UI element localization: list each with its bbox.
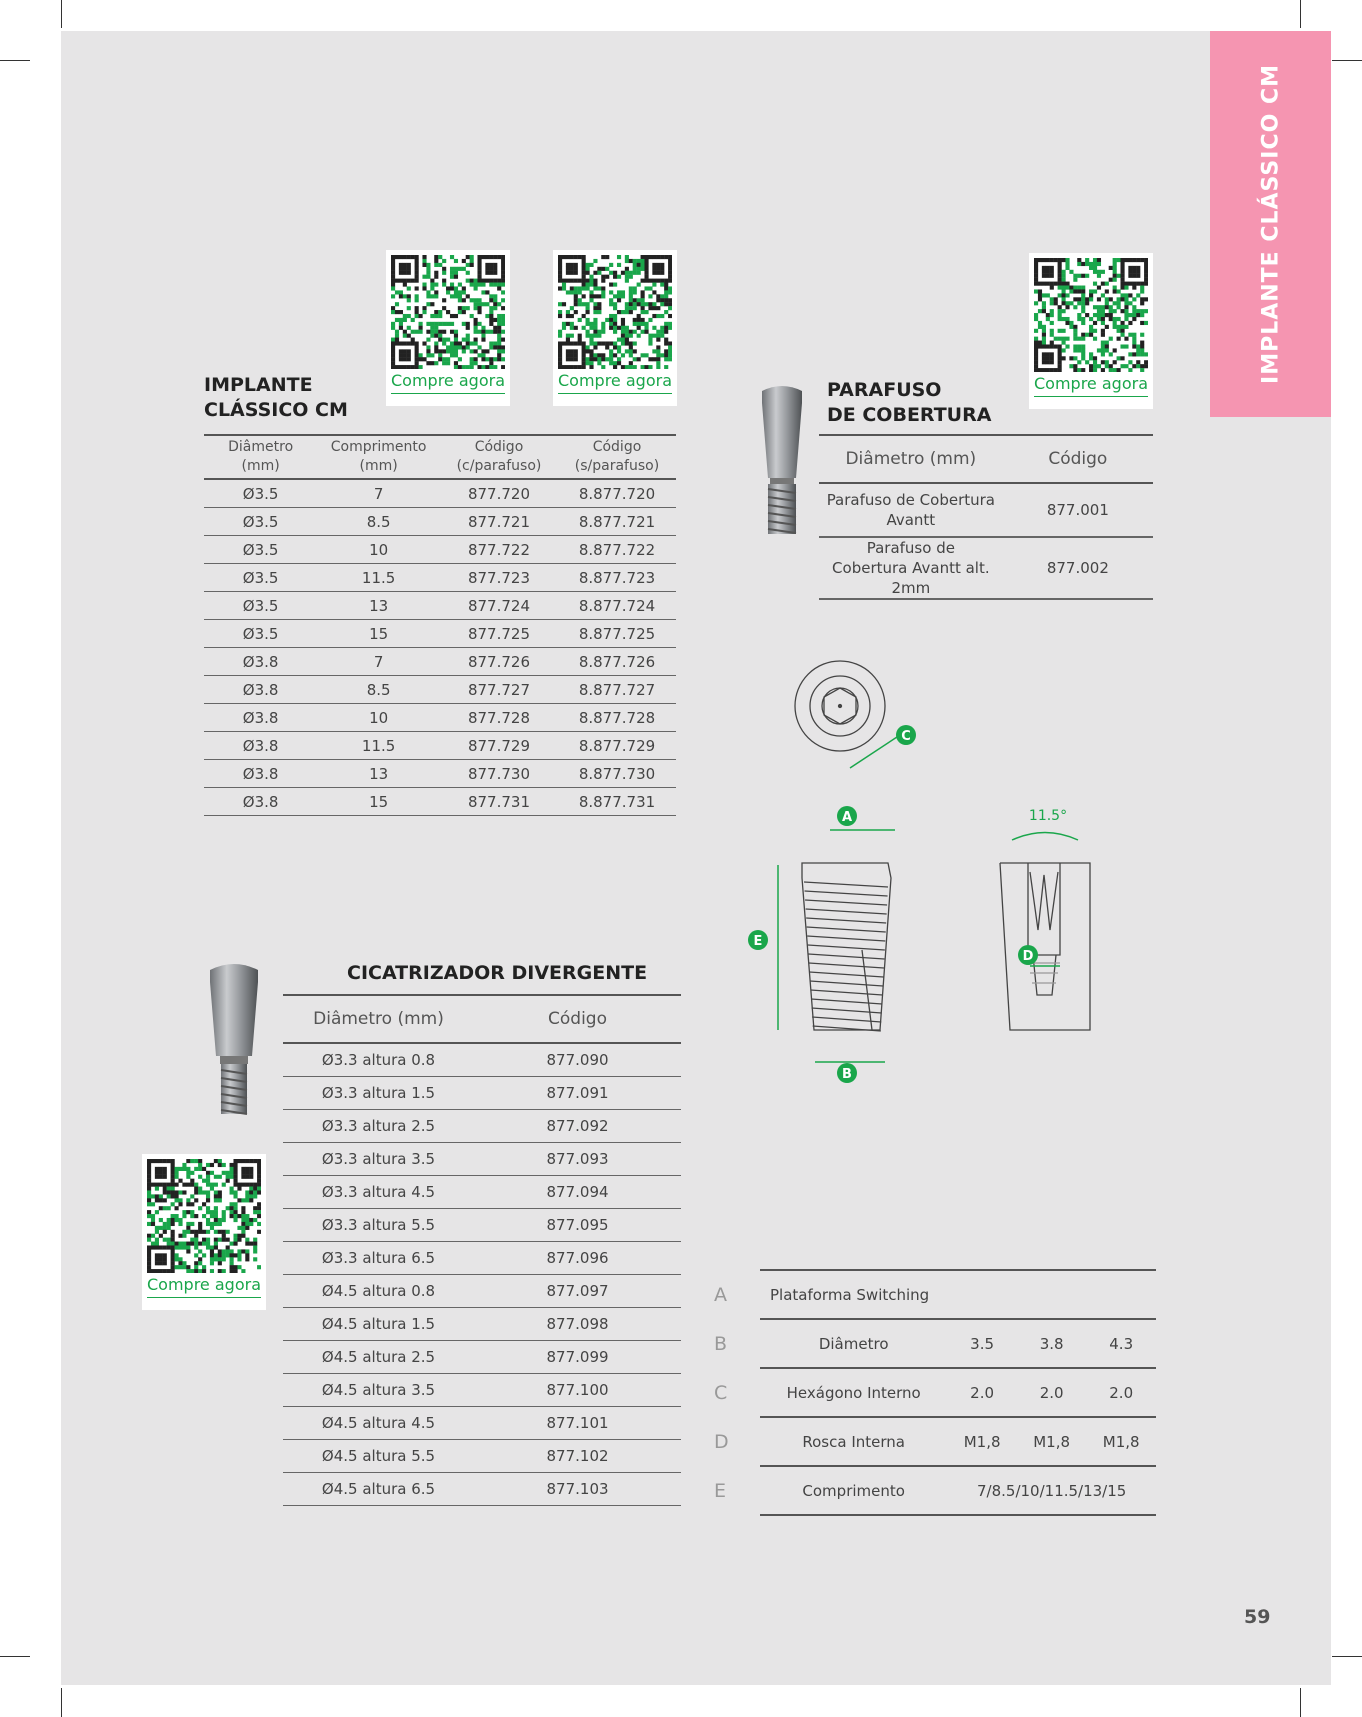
crop-mark	[0, 60, 30, 61]
thread-line	[805, 900, 887, 905]
table-cell: 877.095	[474, 1209, 681, 1242]
table-cell: 877.728	[440, 704, 558, 732]
table-cell: 8.877.721	[558, 508, 676, 536]
col-header: Código (s/parafuso)	[558, 435, 676, 479]
qr-buy-link[interactable]: Compre agora	[558, 371, 672, 394]
table-cell: Ø3.3 altura 4.5	[283, 1176, 474, 1209]
table-row	[283, 1473, 681, 1506]
diagram-label-e: E	[753, 934, 763, 949]
table-cell: 877.721	[440, 508, 558, 536]
table-cell: C	[714, 1381, 728, 1404]
thread-line	[808, 945, 885, 950]
table-row	[204, 676, 676, 704]
cicatrizador-image	[206, 960, 262, 1118]
implante-table	[204, 434, 676, 816]
table-cell: Diâmetro	[760, 1319, 947, 1368]
crop-mark	[61, 1688, 62, 1717]
table-row	[819, 483, 1153, 537]
table-row	[819, 537, 1153, 599]
table-cell: Ø3.3 altura 1.5	[283, 1077, 474, 1110]
table-cell: Ø3.8	[204, 788, 317, 816]
table-cell: M1,8	[947, 1417, 1017, 1466]
table-cell: 877.090	[474, 1043, 681, 1077]
thread-line	[807, 927, 886, 932]
table-row	[204, 479, 676, 508]
table-cell: 877.092	[474, 1110, 681, 1143]
table-cell: 877.099	[474, 1341, 681, 1374]
table-cell: 8.877.728	[558, 704, 676, 732]
table-cell: 2.0	[947, 1368, 1017, 1417]
table-cell: Ø3.3 altura 0.8	[283, 1043, 474, 1077]
qr-code-icon	[147, 1159, 261, 1273]
spec-row	[694, 1270, 1156, 1319]
table-cell: 8.5	[317, 508, 440, 536]
table-cell: Ø3.5	[204, 620, 317, 648]
table-cell: Ø3.5	[204, 479, 317, 508]
diagram-label-b: B	[842, 1067, 852, 1082]
table-row	[204, 536, 676, 564]
crop-mark	[1300, 0, 1301, 28]
table-cell: 2.0	[1086, 1368, 1156, 1417]
table-cell: 8.877.722	[558, 536, 676, 564]
table-cell: 8.877.731	[558, 788, 676, 816]
table-cell: Ø4.5 altura 2.5	[283, 1341, 474, 1374]
table-cell: 877.730	[440, 760, 558, 788]
diagram-label-d: D	[1022, 949, 1034, 964]
thread-line	[808, 954, 884, 959]
table-cell: 877.725	[440, 620, 558, 648]
thread-line	[807, 936, 885, 941]
table-row	[283, 1407, 681, 1440]
table-cell: 8.877.723	[558, 564, 676, 592]
table-cell: 8.877.727	[558, 676, 676, 704]
table-cell: Ø4.5 altura 3.5	[283, 1374, 474, 1407]
qr-code-icon	[391, 255, 505, 369]
col-header: Diâmetro (mm)	[819, 435, 1003, 483]
parafuso-title-line1: PARAFUSO	[827, 379, 942, 401]
spec-row	[694, 1466, 1156, 1515]
table-cell: 877.720	[440, 479, 558, 508]
parafuso-title	[827, 378, 991, 428]
table-row	[283, 1176, 681, 1209]
table-cell: Rosca Interna	[760, 1417, 947, 1466]
table-cell: 4.3	[1086, 1319, 1156, 1368]
table-cell: Ø3.8	[204, 676, 317, 704]
table-cell: 11.5	[317, 732, 440, 760]
table-cell: 8.877.729	[558, 732, 676, 760]
table-cell: 8.877.725	[558, 620, 676, 648]
table-cell: 8.877.720	[558, 479, 676, 508]
table-cell: 13	[317, 760, 440, 788]
table-cell: Ø4.5 altura 4.5	[283, 1407, 474, 1440]
implante-title-line2: CLÁSSICO CM	[204, 399, 348, 421]
crop-mark	[1300, 1688, 1301, 1717]
table-cell: 877.002	[1003, 537, 1153, 599]
table-cell: 877.101	[474, 1407, 681, 1440]
thread-line	[810, 981, 883, 986]
table-cell: Ø4.5 altura 0.8	[283, 1275, 474, 1308]
table-cell: Comprimento	[760, 1466, 947, 1515]
table-cell: 877.729	[440, 732, 558, 760]
table-cell: A	[714, 1283, 727, 1306]
table-cell: 11.5	[317, 564, 440, 592]
table-cell: 7	[317, 479, 440, 508]
diagram-label-a: A	[841, 810, 853, 825]
implante-title-line1: IMPLANTE	[204, 374, 313, 396]
table-cell: Parafuso de Cobertura Avantt alt. 2mm	[819, 537, 1003, 599]
table-row	[283, 1043, 681, 1077]
table-row	[204, 760, 676, 788]
table-cell: Plataforma Switching	[760, 1270, 1156, 1319]
spec-row	[694, 1417, 1156, 1466]
table-cell: 2.0	[1017, 1368, 1087, 1417]
table-cell: Ø3.3 altura 5.5	[283, 1209, 474, 1242]
thread-line	[810, 990, 882, 995]
page-number: 59	[1244, 1606, 1271, 1628]
table-cell: 877.724	[440, 592, 558, 620]
thread-line	[806, 909, 887, 914]
diagram-label-c: C	[901, 729, 911, 744]
table-row	[283, 1077, 681, 1110]
col-header: Código	[474, 995, 681, 1043]
table-row	[283, 1440, 681, 1473]
table-cell: Ø3.8	[204, 648, 317, 676]
table-cell: M1,8	[1017, 1417, 1087, 1466]
table-cell: 877.727	[440, 676, 558, 704]
parafuso-image	[756, 383, 808, 538]
table-row	[283, 1308, 681, 1341]
table-cell: 13	[317, 592, 440, 620]
table-cell: 8.5	[317, 676, 440, 704]
qr-code-icon	[1034, 258, 1148, 372]
table-cell: 877.094	[474, 1176, 681, 1209]
table-cell: Ø3.5	[204, 592, 317, 620]
table-cell: E	[714, 1479, 727, 1502]
qr-code-implante-sem-parafuso[interactable]	[553, 250, 677, 406]
table-row	[283, 1341, 681, 1374]
qr-buy-link[interactable]: Compre agora	[147, 1275, 261, 1298]
table-cell: 877.726	[440, 648, 558, 676]
table-cell: 877.731	[440, 788, 558, 816]
table-row	[283, 1209, 681, 1242]
table-cell: 877.103	[474, 1473, 681, 1506]
table-cell: Ø4.5 altura 6.5	[283, 1473, 474, 1506]
table-row	[204, 788, 676, 816]
table-cell: Ø3.5	[204, 508, 317, 536]
cicatrizador-title: CICATRIZADOR DIVERGENTE	[347, 962, 648, 984]
table-cell: Ø3.8	[204, 732, 317, 760]
table-cell: 7/8.5/10/11.5/13/15	[947, 1466, 1156, 1515]
parafuso-title-line2: DE COBERTURA	[827, 404, 992, 426]
table-cell: 877.093	[474, 1143, 681, 1176]
table-cell: 877.001	[1003, 483, 1153, 537]
implante-title	[204, 373, 348, 423]
qr-buy-link[interactable]: Compre agora	[1034, 374, 1148, 397]
col-header: Comprimento (mm)	[317, 435, 440, 479]
table-cell: Parafuso de Cobertura Avantt	[819, 483, 1003, 537]
table-row	[204, 592, 676, 620]
thread-line	[809, 963, 884, 968]
table-cell: 8.877.726	[558, 648, 676, 676]
crop-mark	[1332, 1656, 1362, 1657]
table-cell: 3.5	[947, 1319, 1017, 1368]
table-cell: 3.8	[1017, 1319, 1087, 1368]
table-row	[283, 1143, 681, 1176]
table-cell: Ø3.5	[204, 536, 317, 564]
table-cell: Ø3.3 altura 6.5	[283, 1242, 474, 1275]
table-cell: Ø4.5 altura 5.5	[283, 1440, 474, 1473]
thread-line	[804, 882, 888, 887]
col-header: Código	[1003, 435, 1153, 483]
crop-mark	[1332, 60, 1362, 61]
col-header: Diâmetro (mm)	[204, 435, 317, 479]
section-tab-label: IMPLANTE CLÁSSICO CM	[1258, 64, 1284, 384]
table-cell: B	[714, 1332, 728, 1355]
table-cell: 877.723	[440, 564, 558, 592]
table-row	[283, 1242, 681, 1275]
table-cell: Ø3.3 altura 2.5	[283, 1110, 474, 1143]
specs-table	[694, 1269, 1156, 1516]
table-cell: Ø3.8	[204, 704, 317, 732]
table-cell: 7	[317, 648, 440, 676]
table-row	[204, 648, 676, 676]
crop-mark	[0, 1656, 30, 1657]
table-cell: 8.877.730	[558, 760, 676, 788]
diagram-angle-label: 11.5°	[1028, 808, 1068, 824]
table-cell: 10	[317, 704, 440, 732]
table-cell: 10	[317, 536, 440, 564]
table-cell: 877.100	[474, 1374, 681, 1407]
spec-row	[694, 1319, 1156, 1368]
table-cell: 877.722	[440, 536, 558, 564]
qr-buy-link[interactable]: Compre agora	[391, 371, 505, 394]
thread-line	[811, 999, 882, 1004]
table-cell: 877.097	[474, 1275, 681, 1308]
table-row	[283, 1374, 681, 1407]
table-cell: M1,8	[1086, 1417, 1156, 1466]
table-row	[204, 732, 676, 760]
table-row	[204, 508, 676, 536]
table-row	[283, 1110, 681, 1143]
table-cell: 15	[317, 788, 440, 816]
thread-line	[805, 891, 888, 896]
table-cell: Ø3.5	[204, 564, 317, 592]
table-cell: 8.877.724	[558, 592, 676, 620]
qr-code-cicatrizador[interactable]	[142, 1154, 266, 1310]
col-header: Código (c/parafuso)	[440, 435, 558, 479]
thread-line	[812, 1008, 882, 1013]
table-cell: 877.096	[474, 1242, 681, 1275]
parafuso-table	[819, 434, 1153, 600]
table-row	[204, 564, 676, 592]
qr-code-parafuso[interactable]	[1029, 253, 1153, 409]
qr-code-icon	[558, 255, 672, 369]
table-cell: Ø3.8	[204, 760, 317, 788]
table-cell: 15	[317, 620, 440, 648]
qr-code-implante-com-parafuso[interactable]	[386, 250, 510, 406]
spec-row	[694, 1368, 1156, 1417]
table-cell: 877.091	[474, 1077, 681, 1110]
col-header: Diâmetro (mm)	[283, 995, 474, 1043]
table-cell: Hexágono Interno	[760, 1368, 947, 1417]
cicatrizador-table	[283, 994, 681, 1506]
table-cell: 877.102	[474, 1440, 681, 1473]
crop-mark	[61, 0, 62, 28]
thread-line	[806, 918, 886, 923]
implant-technical-diagram	[730, 650, 1100, 1200]
table-cell: Ø4.5 altura 1.5	[283, 1308, 474, 1341]
table-row	[204, 704, 676, 732]
table-cell: D	[714, 1430, 729, 1453]
table-cell: 877.098	[474, 1308, 681, 1341]
table-cell: Ø3.3 altura 3.5	[283, 1143, 474, 1176]
thread-line	[809, 972, 883, 977]
table-row	[283, 1275, 681, 1308]
table-row	[204, 620, 676, 648]
